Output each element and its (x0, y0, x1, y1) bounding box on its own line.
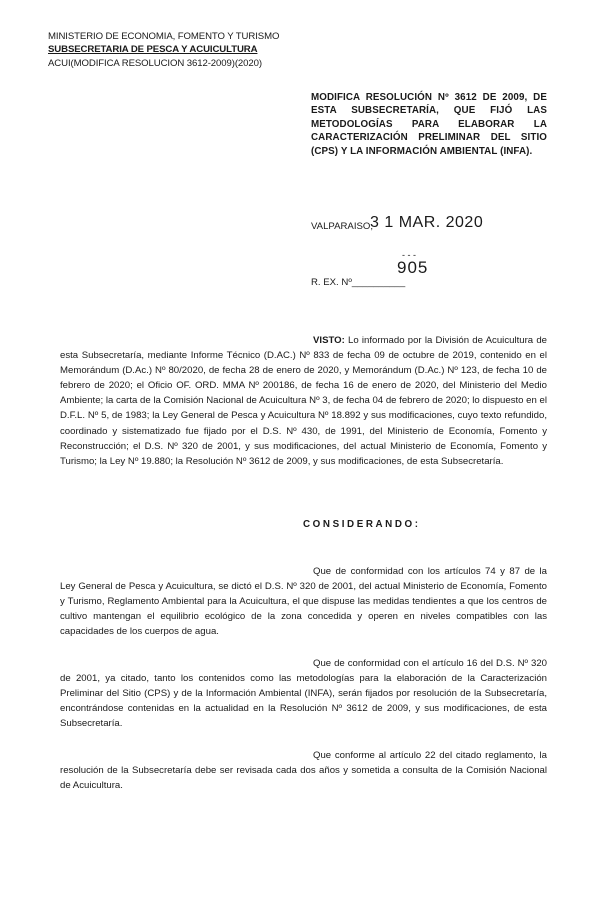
considerando-heading: CONSIDERANDO: (303, 519, 421, 530)
considerando-paragraph-1: Que de conformidad con los artículos 74 y 87 de la Ley General de Pesca y Acuicultura, se dictó el D.S. Nº 320 de 2001, del actual Ministerio de Economía, Fomento y Turismo, Reglamento Ambiental para la Acuicultura, el que dispuse las medidas tendientes a que los centros de cultivo mantengan el equilibrio ecológico de la zona concedida y operen en niveles compatibles con las capacidades de los cuerpos de agua. (60, 566, 547, 638)
resolution-number: 905 (397, 258, 429, 277)
date-stamp: 3 1 MAR. 2020 (370, 214, 484, 231)
resolution-prefix: R. EX. Nº__________ (311, 277, 406, 288)
place-label: VALPARAISO, (311, 221, 374, 232)
document-reference: ACUI(MODIFICA RESOLUCION 3612-2009)(2020) (48, 58, 262, 69)
resolution-mark: - - - (402, 250, 416, 260)
ministry-name: MINISTERIO DE ECONOMIA, FOMENTO Y TURISMO (48, 31, 280, 42)
visto-label: VISTO: (313, 335, 345, 346)
resolution-title: MODIFICA RESOLUCIÓN Nº 3612 DE 2009, DE ESTA SUBSECRETARÍA, QUE FIJÓ LAS METODOLOGÍAS PARA ELABORAR LA CARACTERIZACIÓN PRELIMINAR DEL SITIO (CPS) Y LA INFORMACIÓN AMBIENTAL (INFA). (311, 92, 547, 157)
visto-text: Lo informado por la División de Acuicultura de esta Subsecretaría, mediante Informe Técnico (D.AC.) Nº 833 de fecha 09 de octubre de 2019, contenido en el Memorándum (D.Ac.) Nº 80/2020, de fecha 28 de enero de 2020, y Memorándum (D.Ac.) Nº 123, de fecha 10 de febrero de 2020; el Oficio OF. ORD. MMA Nº 200186, de fecha 16 de enero de 2020, del Ministerio del Medio Ambiente; la carta de la Comisión Nacional de Acuicultura Nº 3, de fecha 04 de febrero de 2020; lo dispuesto en el D.F.L. Nº 5, de 1983; la Ley General de Pesca y Acuicultura Nº 18.892 y sus modificaciones, cuyo texto refundido, coordinado y sistematizado fue fijado por el D.S. Nº 430, de 1991, del Ministerio de Economía, Fomento y Reconstrucción; el D.S. Nº 320 de 2001, y sus modificaciones, del actual Ministerio de Economía, Fomento y Turismo; la Ley Nº 19.880; la Resolución Nº 3612 de 2009, y sus modificaciones, de esta Subsecretaría. (60, 335, 547, 467)
visto-paragraph (60, 333, 547, 469)
considerando-paragraph-2: Que de conformidad con el artículo 16 del D.S. Nº 320 de 2001, ya citado, tanto los contenidos como las metodologías para la elaboración de la Caracterización Preliminar del Sitio (CPS) y de la Información Ambiental (INFA), serán fijados por resolución de la Subsecretaría, encontrándose contenidas en la actualidad en la Resolución Nº 3612 de 2009, y sus modificaciones, de esta Subsecretaría. (60, 658, 547, 730)
considerando-paragraph-3: Que conforme al artículo 22 del citado reglamento, la resolución de la Subsecretaría debe ser revisada cada dos años y sometida a consulta de la Comisión Nacional de Acuicultura. (60, 750, 547, 792)
subsecretaria-name: SUBSECRETARIA DE PESCA Y ACUICULTURA (48, 44, 258, 55)
